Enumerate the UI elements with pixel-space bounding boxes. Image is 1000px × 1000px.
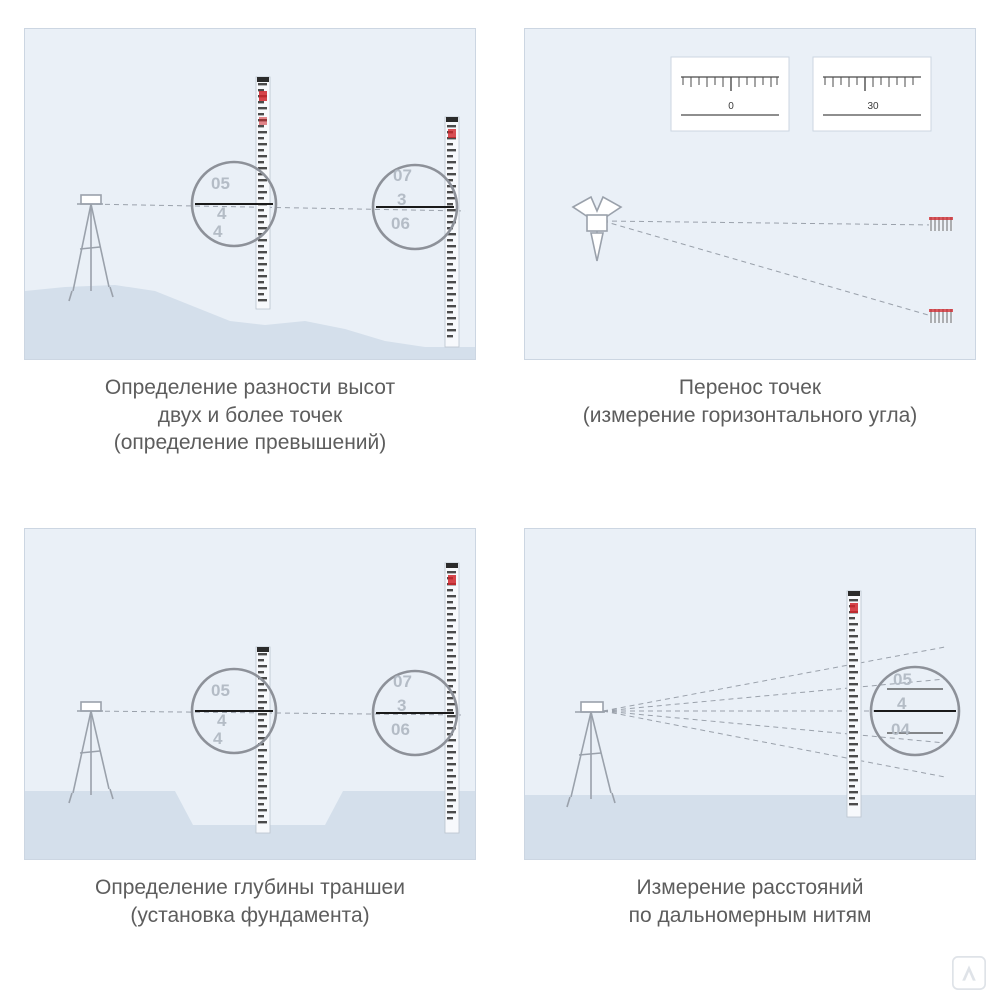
reticle-label: 3 <box>397 190 407 209</box>
panel-cell-height-difference <box>0 0 500 500</box>
caption-distance-stadia <box>515 874 985 929</box>
caption-line: Определение глубины траншеи <box>95 876 405 899</box>
reticle-label: 06 <box>391 214 410 233</box>
staff-right-1 <box>445 117 459 347</box>
caption-line: Определение разности высот <box>104 376 396 399</box>
caption-line: Перенос точек <box>678 376 822 399</box>
caption-line: двух и более точек <box>157 403 343 427</box>
diagram-point-transfer <box>524 28 976 360</box>
target-far-bottom <box>929 309 953 323</box>
tripod-level-4 <box>567 702 615 807</box>
target-far-top <box>929 217 953 231</box>
diagram-svg-2 <box>525 29 975 359</box>
caption-point-transfer <box>515 374 985 429</box>
dial-reading-left: 0 <box>728 101 734 112</box>
staff-center-4 <box>847 591 861 817</box>
diagram-svg-4 <box>525 529 975 859</box>
reticle-left-1 <box>192 162 276 246</box>
tripod-level-1 <box>69 195 113 301</box>
staff-left-1 <box>256 77 270 309</box>
theodolite <box>573 197 621 261</box>
caption-line: Измерение расстояний <box>636 876 864 899</box>
caption-line: (установка фундамента) <box>130 903 370 927</box>
caption-line: (измерение горизонтального угла) <box>582 403 918 427</box>
reticle-label: 07 <box>393 672 412 691</box>
panel-cell-point-transfer <box>500 0 1000 500</box>
reticle-label: 07 <box>393 166 412 185</box>
caption-height-difference <box>15 374 485 457</box>
reticle-label: 05 <box>211 174 230 193</box>
reticle-left-3 <box>192 669 276 753</box>
dial-reading-right: 30 <box>867 101 879 112</box>
reticle-label: 4 <box>213 729 223 748</box>
caption-line: (определение превышений) <box>113 431 387 455</box>
reticle-label: 4 <box>897 694 907 713</box>
staff-right-3 <box>445 563 459 833</box>
reticle-label: 4 <box>217 204 227 223</box>
reticle-label: 4 <box>217 711 227 730</box>
diagram-height-difference <box>24 28 476 360</box>
scale-window-left <box>671 57 789 131</box>
diagram-svg-1 <box>25 29 475 359</box>
panel-cell-distance-stadia <box>500 500 1000 1000</box>
panel-cell-trench-depth <box>0 500 500 1000</box>
diagram-trench-depth <box>24 528 476 860</box>
reticle-label: 3 <box>397 696 407 715</box>
reticle-right-3 <box>373 671 457 755</box>
scale-window-right <box>813 57 931 131</box>
reticle-label: 04 <box>891 720 910 739</box>
reticle-label: 06 <box>391 720 410 739</box>
logo-watermark <box>952 956 986 990</box>
caption-line: по дальномерным нитям <box>628 903 872 927</box>
reticle-label: 4 <box>213 222 223 241</box>
reticle-label: 05 <box>893 670 912 689</box>
diagram-svg-3 <box>25 529 475 859</box>
diagram-distance-stadia <box>524 528 976 860</box>
reticle-right-1 <box>373 165 457 249</box>
reticle-label: 05 <box>211 681 230 700</box>
reticle-right-4 <box>871 667 959 755</box>
caption-trench-depth <box>15 874 485 929</box>
tripod-level-3 <box>69 702 113 803</box>
